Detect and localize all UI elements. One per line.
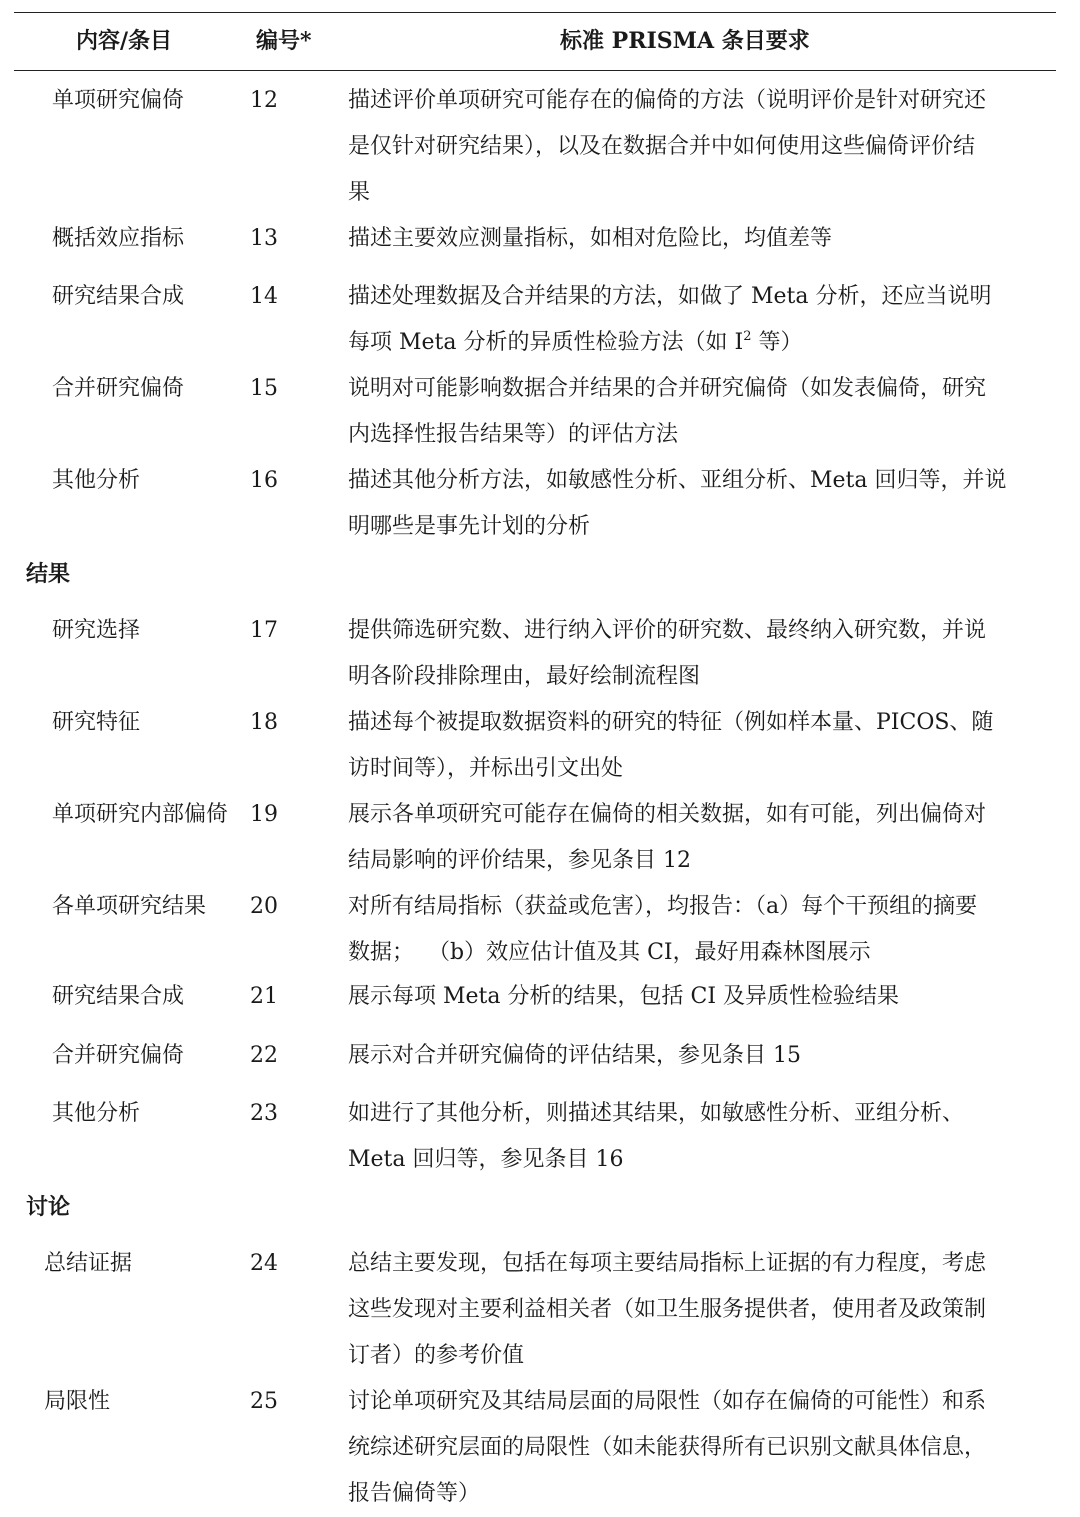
header-content-item: 内容/条目 — [76, 28, 173, 54]
section-discussion: 讨论 — [26, 1194, 71, 1220]
row-23-description — [348, 1091, 1048, 1183]
row-12-name: 单项研究偏倚 — [52, 88, 185, 113]
row-13-number: 13 — [250, 226, 278, 251]
row-14-line-2-end: 等） — [751, 330, 803, 355]
row-25-number: 25 — [250, 1389, 278, 1414]
row-23-line-1: 如进行了其他分析，则描述其结果，如敏感性分析、亚组分析、 — [348, 1101, 965, 1126]
row-23-name: 其他分析 — [52, 1101, 141, 1126]
table-top-rule — [14, 12, 1056, 13]
row-20-description — [348, 884, 1048, 976]
row-23-number: 23 — [250, 1101, 278, 1126]
row-14-description — [348, 274, 1048, 366]
row-20-number: 20 — [250, 894, 278, 919]
row-19-description — [348, 792, 1048, 884]
table-header-rule — [14, 70, 1056, 71]
row-16-name: 其他分析 — [52, 468, 141, 493]
row-12-line-2: 是仅针对研究结果），以及在数据合并中如何使用这些偏倚评价结 — [348, 134, 976, 159]
row-15-line-2: 内选择性报告结果等）的评估方法 — [348, 422, 679, 447]
row-17-line-1: 提供筛选研究数、进行纳入评价的研究数、最终纳入研究数，并说 — [348, 618, 987, 643]
row-14-line-2-text: 每项 Meta 分析的异质性检验方法（如 I — [348, 330, 744, 355]
row-15-number: 15 — [250, 376, 278, 401]
row-25-line-2: 统综述研究层面的局限性（如未能获得所有已识别文献具体信息， — [348, 1435, 987, 1460]
row-13-name: 概括效应指标 — [52, 226, 185, 251]
row-24-line-2: 这些发现对主要利益相关者（如卫生服务提供者，使用者及政策制 — [348, 1297, 987, 1322]
row-14-line-2 — [348, 320, 1048, 366]
row-13-description — [348, 216, 1048, 262]
row-19-name: 单项研究内部偏倚 — [52, 802, 229, 827]
row-14-name: 研究结果合成 — [52, 284, 185, 309]
row-25-name: 局限性 — [44, 1389, 111, 1414]
row-15-name: 合并研究偏倚 — [52, 376, 185, 401]
row-18-line-2: 访时间等），并标出引文出处 — [348, 756, 624, 781]
row-23-line-2: Meta 回归等，参见条目 16 — [348, 1147, 624, 1172]
header-number: 编号* — [256, 28, 312, 54]
row-21-line-1: 展示每项 Meta 分析的结果，包括 CI 及异质性检验结果 — [348, 984, 900, 1009]
row-22-number: 22 — [250, 1043, 278, 1068]
row-18-number: 18 — [250, 710, 278, 735]
section-results: 结果 — [26, 561, 71, 587]
row-21-description — [348, 974, 1048, 1020]
row-15-line-1: 说明对可能影响数据合并结果的合并研究偏倚（如发表偏倚，研究 — [348, 376, 987, 401]
row-24-number: 24 — [250, 1251, 278, 1276]
row-12-line-3: 果 — [348, 180, 371, 205]
row-19-line-2: 结局影响的评价结果，参见条目 12 — [348, 848, 691, 873]
row-14-superscript: 2 — [743, 329, 752, 344]
row-13-line-1: 描述主要效应测量指标，如相对危险比，均值差等 — [348, 226, 833, 251]
row-12-number: 12 — [250, 88, 278, 113]
row-20-line-1: 对所有结局指标（获益或危害），均报告：（a）每个干预组的摘要 — [348, 894, 978, 919]
row-24-line-1: 总结主要发现，包括在每项主要结局指标上证据的有力程度，考虑 — [348, 1251, 987, 1276]
row-17-line-2: 明各阶段排除理由，最好绘制流程图 — [348, 664, 701, 689]
row-22-line-1: 展示对合并研究偏倚的评估结果，参见条目 15 — [348, 1043, 801, 1068]
row-19-number: 19 — [250, 802, 278, 827]
row-25-line-3: 报告偏倚等） — [348, 1481, 481, 1506]
row-22-description — [348, 1033, 1048, 1079]
row-12-line-1: 描述评价单项研究可能存在的偏倚的方法（说明评价是针对研究还 — [348, 88, 987, 113]
row-18-name: 研究特征 — [52, 710, 141, 735]
row-21-name: 研究结果合成 — [52, 984, 185, 1009]
row-17-number: 17 — [250, 618, 278, 643]
row-20-name: 各单项研究结果 — [52, 894, 207, 919]
row-24-name: 总结证据 — [44, 1251, 133, 1276]
row-24-line-3: 订者）的参考价值 — [348, 1343, 525, 1368]
row-18-description — [348, 700, 1048, 792]
row-16-line-1: 描述其他分析方法，如敏感性分析、亚组分析、Meta 回归等，并说 — [348, 468, 1007, 493]
row-19-line-1: 展示各单项研究可能存在偏倚的相关数据，如有可能，列出偏倚对 — [348, 802, 987, 827]
row-12-description — [348, 78, 1048, 216]
row-16-description — [348, 458, 1048, 550]
row-21-number: 21 — [250, 984, 278, 1009]
row-24-description — [348, 1241, 1048, 1379]
row-16-number: 16 — [250, 468, 278, 493]
row-15-description — [348, 366, 1048, 458]
row-17-name: 研究选择 — [52, 618, 141, 643]
row-14-number: 14 — [250, 284, 278, 309]
row-20-line-2: 数据； （b）效应估计值及其 CI，最好用森林图展示 — [348, 940, 871, 965]
header-prisma-requirement: 标准 PRISMA 条目要求 — [560, 28, 810, 54]
row-25-line-1: 讨论单项研究及其结局层面的局限性（如存在偏倚的可能性）和系 — [348, 1389, 987, 1414]
row-18-line-1: 描述每个被提取数据资料的研究的特征（例如样本量、PICOS、随 — [348, 710, 994, 735]
row-14-line-1: 描述处理数据及合并结果的方法，如做了 Meta 分析，还应当说明 — [348, 284, 992, 309]
row-25-description — [348, 1379, 1048, 1517]
row-22-name: 合并研究偏倚 — [52, 1043, 185, 1068]
row-16-line-2: 明哪些是事先计划的分析 — [348, 514, 591, 539]
row-17-description — [348, 608, 1048, 700]
